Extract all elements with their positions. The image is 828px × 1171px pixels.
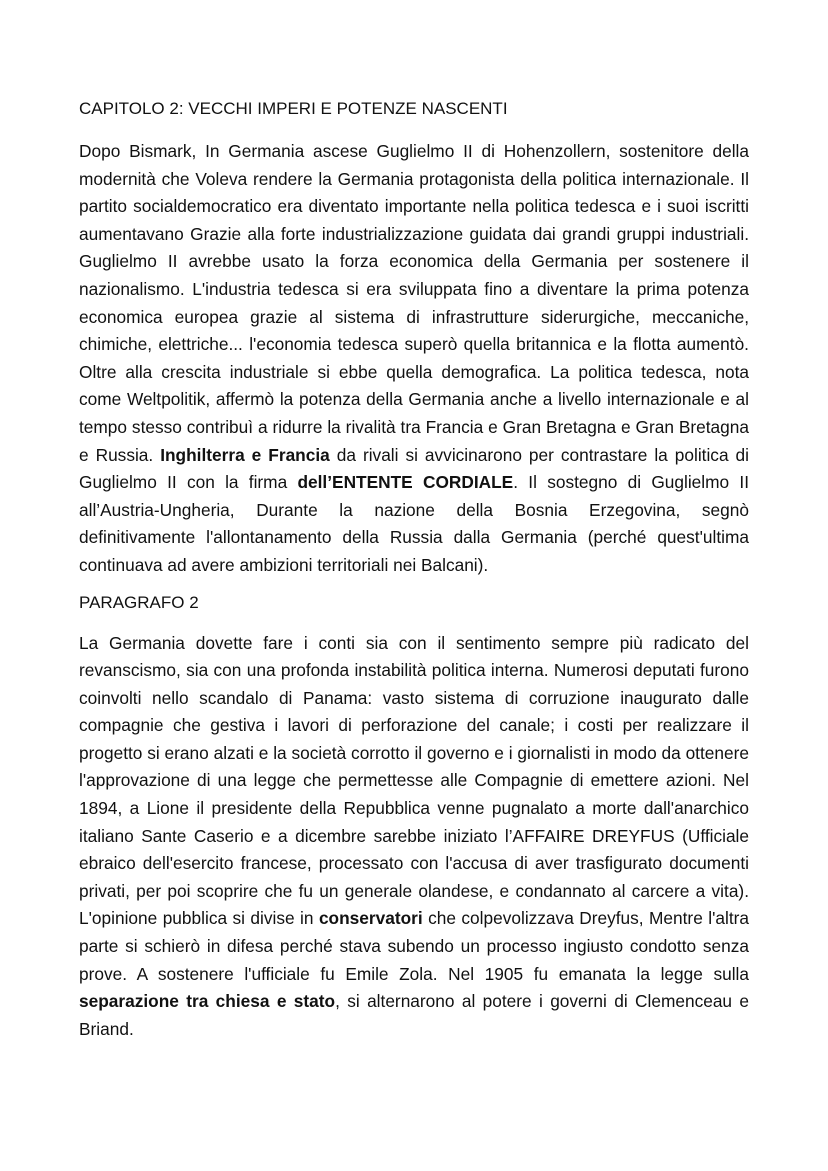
- section-title: PARAGRAFO 2: [79, 592, 199, 612]
- paragraph-1-text-1: Dopo Bismark, In Germania ascese Guglielmo II di Hohenzollern, sostenitore della modernità che Voleva rendere la Germania protagonista della politica internazionale. Il partito socialdemocratico era diventato importante nella politica tedesca e i suoi iscritti aumentavano Grazie alla forte industrializzazione guidata dai grandi gruppi industriali. Guglielmo II avrebbe usato la forza economica della Germania per sostenere il nazionalismo. L'industria tedesca si era sviluppata fino a diventare la prima potenza economica europea grazie al sistema di infrastrutture siderurgiche, meccaniche, chimiche, elettriche... l'economia tedesca superò quella britannica e la flotta aumentò. Oltre alla crescita industriale si ebbe quella demografica. La politica tedesca, nota come Weltpolitik, affermò la potenza della Germania anche a livello internazionale e al tempo stesso contribuì a ridurre la rivalità tra Francia e Gran Bretagna e Gran Bretagna e Russia.: [79, 141, 749, 465]
- paragraph-1-text-2: da rivali si avvicinarono per contrastare la politica di Guglielmo II con la firma: [79, 444, 749, 493]
- paragraph-2-text-1: La Germania dovette fare i conti sia con il sentimento sempre più radicato del revanscismo, sia con una profonda instabilità politica interna. Numerosi deputati furono coinvolti nello scandalo di Panama: vasto sistema di corruzione inaugurato dalle compagnie che gestiva i lavori di perforazione del canale; i costi per realizzare il progetto si erano alzati e la società corrotto il governo e i giornalisti in modo da ottenere l'approvazione di una legge che permettesse alle Compagnie di emettere azioni. Nel 1894, a Lione il presidente della Repubblica venne pugnalato a morte dall'anarchico italiano Sante Caserio e a dicembre sarebbe iniziato l’AFFAIRE DREYFUS (Ufficiale ebraico dell'esercito francese, processato con l'accusa di aver trasfigurato documenti privati, per poi scoprire che fu un generale olandese, e condannato al carcere a vita). L'opinione pubblica si divise in: [79, 632, 749, 929]
- paragraph-2-bold-1: conservatori: [318, 908, 423, 929]
- paragraph-1: [79, 138, 749, 580]
- paragraph-1-bold-1: Inghilterra e Francia: [160, 444, 330, 465]
- paragraph-1-bold-2: dell’ENTENTE CORDIALE: [297, 472, 514, 493]
- chapter-title: CAPITOLO 2: VECCHI IMPERI E POTENZE NASCENTI: [79, 99, 508, 118]
- paragraph-2: [79, 630, 749, 1044]
- document-page: [79, 98, 749, 1055]
- paragraph-2-text-3: , si alternarono al potere i governi di Clemenceau e Briand.: [79, 991, 749, 1039]
- paragraph-1-text-3: . Il sostegno di Guglielmo II all’Austria-Ungheria, Durante la nazione della Bosnia Erzegovina, segnò definitivamente l'allontanamento della Russia dalla Germania (perché quest'ultima continuava ad avere ambizioni territoriali nei Balcani).: [79, 472, 749, 575]
- paragraph-2-bold-2: separazione tra chiesa e stato: [79, 991, 336, 1012]
- paragraph-2-text-2: che colpevolizzava Dreyfus, Mentre l'altra parte si schierò in difesa perché stava subendo un processo ingiusto condotto senza prove. A sostenere l'ufficiale fu Emile Zola. Nel 1905 fu emanata la legge sulla: [79, 908, 749, 984]
